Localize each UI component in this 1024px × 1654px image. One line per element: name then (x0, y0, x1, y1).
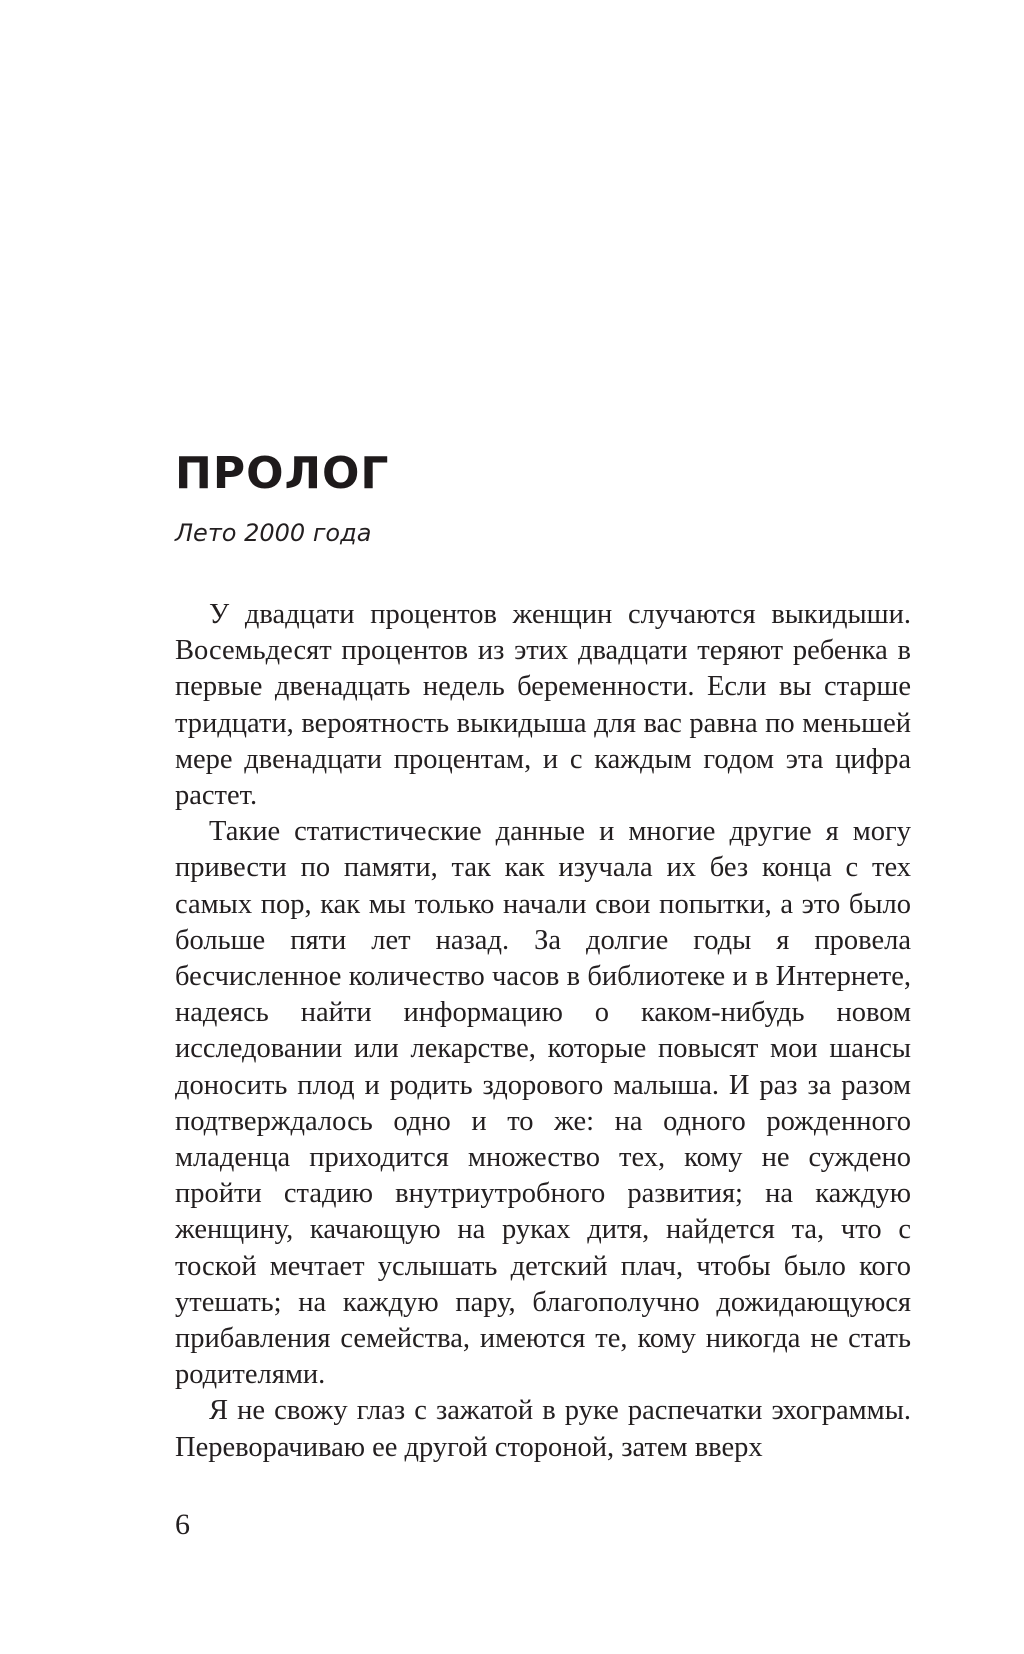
chapter-subtitle: Лето 2000 года (175, 519, 372, 547)
chapter-title: ПРОЛОГ (175, 448, 390, 499)
paragraph: Такие статистические данные и многие другие я могу привести по памяти, так как изучала их без конца с тех самых пор, как мы только начали свои попытки, а это было больше пяти лет назад. За долгие годы я провела бесчисленное количество часов в библиотеке и в Интернете, надеясь найти информацию о каком-нибудь новом исследовании или лекарстве, которые повысят мои шансы доносить плод и родить здорового малыша. И раз за разом подтверждалось одно и то же: на одного рожденного младенца приходится множество тех, кому не суждено пройти стадию внутриутробного развития; на каждую женщину, качающую на руках дитя, найдется та, что с тоской мечтает услышать детский плач, чтобы было кого утешать; на каждую пару, благополучно дожидающуюся прибавления семейства, имеются те, кому никогда не стать родителями. (175, 816, 911, 1391)
body-text (175, 597, 911, 1466)
paragraph: У двадцати процентов женщин случаются выкидыши. Восемьдесят процентов из этих двадцати теряют ребенка в первые двенадцать недель беременности. Если вы старше тридцати, вероятность выкидыша для вас равна по меньшей мере двенадцати процентам, и с каждым годом эта цифра растет. (175, 599, 911, 812)
paragraph: Я не свожу глаз с зажатой в руке распечатки эхограммы. Переворачиваю ее другой стороной, затем вверх (175, 1395, 911, 1463)
page-number: 6 (175, 1508, 190, 1541)
